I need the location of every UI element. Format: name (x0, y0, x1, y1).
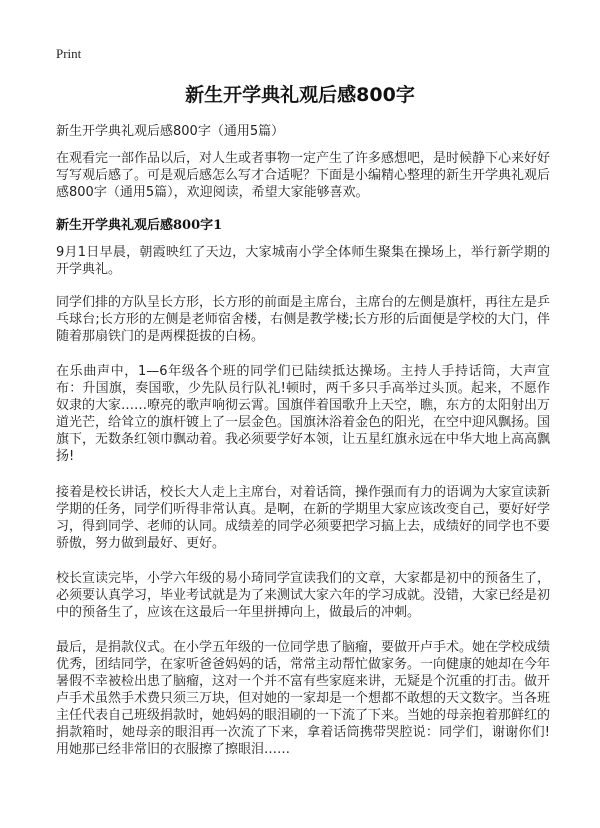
document-subtitle: 新生开学典礼观后感800字（通用5篇） (56, 124, 285, 139)
body-paragraph-4: 接着是校长讲话，校长大人走上主席台，对着话筒，操作强而有力的语调为大家宣读新学期的任务，同学们听得非常认真。是啊，在新的学期里大家应该改变自己，要好好学习，得到同学、老师的认同。成绩差的同学必须要把学习搞上去，成绩好的同学也不要骄傲，努力做到最好、更好。 (56, 485, 551, 551)
body-paragraph-2: 同学们排的方队呈长方形，长方形的前面是主席台，主席台的左侧是旗杆，再往左是乒乓球台;长方形的左侧是老师宿舍楼，右侧是教学楼;长方形的后面便是学校的大门，伴随着那扇铁门的是两棵挺拔的白杨。 (56, 295, 551, 344)
body-paragraph-3: 在乐曲声中，1—6年级各个班的同学们已陆续抵达操场。主持人手持话筒，大声宣布：升国旗，奏国歌，少先队员行队礼!顿时，两千多只手高举过头顶。起来，不愿作奴隶的大家……嘹亮的歌声响彻云霄。国旗伴着国歌升上天空，瞧，东方的太阳射出万道光芒，给耸立的旗杆镀上了一层金色。国旗沐浴着金色的阳光，在空中迎风飘扬。国旗下，无数条红领巾飘动着。我必须要学好本领，让五星红旗永远在中华大地上高高飘扬! (56, 364, 551, 464)
body-paragraph-1: 9月1日早晨，朝霞映红了天边，大家城南小学全体师生聚集在操场上，举行新学期的开学典礼。 (56, 245, 550, 277)
page-title: 新生开学典礼观后感800字 (185, 84, 415, 106)
body-paragraph-5: 校长宣读完毕，小学六年级的易小琦同学宣读我们的文章，大家都是初中的预备生了，必须要认真学习，毕业考试就是为了来测试大家六年的学习成就。没错，大家已经是初中的预备生了，应该在这最后一年里拼搏向上，做最后的冲刺。 (56, 571, 551, 620)
intro-paragraph: 在观看完一部作品以后，对人生或者事物一定产生了许多感想吧，是时候静下心来好好写写观后感了。可是观后感怎么写才合适呢？下面是小编精心整理的新生开学典礼观后感800字（通用5篇），欢迎阅读，希望大家能够喜欢。 (56, 151, 551, 200)
print-label: Print (56, 46, 82, 61)
section-heading: 新生开学典礼观后感800字1 (56, 218, 223, 233)
body-paragraph-6: 最后，是捐款仪式。在小学五年级的一位同学患了脑瘤，要做开卢手术。她在学校成绩优秀，团结同学，在家听爸爸妈妈的话，常常主动帮忙做家务。一向健康的她却在今年暑假不幸被检出患了脑瘤，这对一个并不富有些家庭来讲，无疑是个沉重的打击。做开卢手术虽然手术费只须三万块，但对她的一家却是一个想都不敢想的天文数字。当各班主任代表自己班级捐款时，她妈妈的眼泪刷的一下流了下来。当她的母亲抱着那鲜红的捐款箱时，她母亲的眼泪再一次流了下来，拿着话筒携带哭腔说：同学们，谢谢你们!用她那已经非常旧的衣服擦了擦眼泪…… (56, 640, 551, 757)
